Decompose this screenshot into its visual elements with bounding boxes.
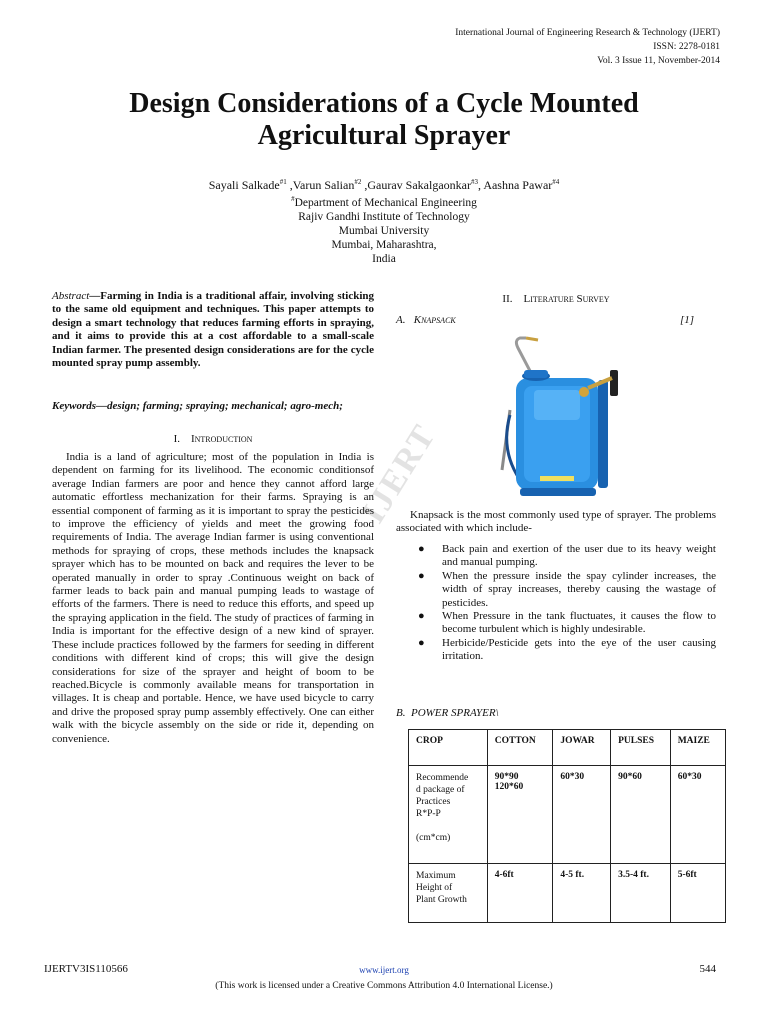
table-cell: 5-6ft <box>670 864 725 923</box>
label-line: Plant Growth <box>416 895 467 905</box>
table-cell: 90*60 <box>611 766 671 864</box>
table-cell: 60*30 <box>553 766 611 864</box>
paper-id: IJERTV3IS110566 <box>44 963 128 975</box>
author-list <box>40 175 728 192</box>
table-header-cell: MAIZE <box>670 730 725 766</box>
page-number: 544 <box>699 963 716 975</box>
list-item-text: When Pressure in the tank fluctuates, it causes the flow to become turbulent which is highly undesirable. <box>442 610 716 636</box>
list-item-text: When the pressure inside the spay cylinder increases, the width of spray increases, thereby causing the wastage of pesticides. <box>442 569 716 609</box>
list-item-text: Back pain and exertion of the user due to its heavy weight and manual pumping. <box>442 543 716 569</box>
abstract-text: Farming in India is a traditional affair, involving sticking to the same old equipment and techniques. This paper attempts to design a smart technology that reduces farming efforts in spraying, and it aims to provide this at a cost affordable to a small-scale Indian farmer. The presented design considerations are for the cycle mounted spray pump assembly. <box>52 290 374 370</box>
bullet-icon: ● <box>418 636 425 649</box>
list-item <box>396 610 716 637</box>
author-name: Sayali Salkade <box>208 178 280 192</box>
section-heading-introduction <box>52 433 374 445</box>
author-sep: , <box>286 178 293 192</box>
country: India <box>372 252 396 265</box>
table-cell <box>487 766 553 864</box>
author-sep: , <box>361 178 368 192</box>
table-row-label <box>409 766 488 864</box>
subsection-letter: B. <box>396 707 406 719</box>
issn: ISSN: 2278-0181 <box>653 42 720 52</box>
author-name: Aashna Pawar <box>483 178 553 192</box>
list-item <box>396 570 716 610</box>
bullet-icon: ● <box>418 569 425 582</box>
city: Mumbai, Maharashtra, <box>331 238 437 251</box>
list-item <box>396 543 716 570</box>
author-sup: #2 <box>354 178 362 186</box>
table-header-row <box>409 730 726 766</box>
table-cell: 4-6ft <box>487 864 553 923</box>
reference-marker: [1] <box>679 314 694 326</box>
table-header-cell: CROP <box>409 730 488 766</box>
table-header-cell: PULSES <box>611 730 671 766</box>
abstract <box>52 290 374 370</box>
section-title: Literature Survey <box>523 293 610 305</box>
journal-header <box>455 26 720 68</box>
affiliation <box>40 192 728 266</box>
table-row <box>409 766 726 864</box>
knapsack-sprayer-image <box>480 330 630 505</box>
bullet-icon: ● <box>418 610 425 623</box>
ijert-watermark: IJERT <box>354 417 444 530</box>
introduction-paragraph: India is a land of agriculture; most of the population in India is dependent on farming for its livelihood. The economic conditionsof average Indian farmers are poor and hence they cannot afford large automatic effortless mechanization for their farms. Spraying is an essential component of farming as it is important to spray the pesticides to improve the efficiency of yields and meet the growing food requirements of India. The average Indian farmer is using conventional methods for spraying of crops, these methods includes the knapsack sprayer which has to be mounted on back and requires the lever to be operated manually in order to spray .Continuous weight on back of farmer leads to back pain and manual pumping leads to wastage of efforts of the farmers. There is need to reduce this efforts, and speed up the spraying application in the field. The study of practices of farming in India is important for the effective design of a new kind of sprayer. These include practices followed by the farmers for seeding in different conditions with different kind of crops; this will give the design considerations for size of the sprayer and height of boom to be reached.Bicycle is commonly available means for transportation in villages. It is cheap and portable. Hence, we have used bicycle to carry and drive the proposed spray pump assembly effectively. One can either walk with the bicycle assembly on the side or ride it, depending on convenience. <box>52 451 374 745</box>
crop-practices-table <box>408 729 726 923</box>
label-line: Practices <box>416 797 451 807</box>
abstract-label: Abstract <box>52 290 90 302</box>
table-cell: 3.5-4 ft. <box>611 864 671 923</box>
abstract-dash: — <box>89 290 101 302</box>
paper-title <box>40 88 728 152</box>
label-line: R*P-P <box>416 809 441 819</box>
list-item-text: Herbicide/Pesticide gets into the eye of the user causing irritation. <box>442 636 716 663</box>
knapsack-paragraph: Knapsack is the most commonly used type of sprayer. The problems associated with which include- <box>396 509 716 535</box>
department: Department of Mechanical Engineering <box>294 196 477 209</box>
author-name: Gaurav Sakalgaonkar <box>367 178 471 192</box>
author-sep: , <box>477 178 484 192</box>
author-sup: #3 <box>470 178 478 186</box>
table-header-cell: JOWAR <box>553 730 611 766</box>
author-sup: #4 <box>552 178 560 186</box>
paper-title-line-2: Agricultural Sprayer <box>257 120 511 151</box>
author-name: Varun Salian <box>292 178 355 192</box>
label-line: Maximum <box>416 871 456 881</box>
table-cell: 60*30 <box>670 766 725 864</box>
label-spacer <box>416 820 480 832</box>
bullet-icon: ● <box>418 543 425 555</box>
cell-line: 120*60 <box>494 782 524 792</box>
table-row <box>409 864 726 923</box>
table-row-label <box>409 864 488 923</box>
subsection-letter: A. <box>396 314 406 326</box>
subsection-title: POWER SPRAYER\ <box>410 707 499 719</box>
author-sup: #1 <box>279 178 287 186</box>
section-title: Introduction <box>190 433 253 445</box>
table-header-cell: COTTON <box>487 730 553 766</box>
knapsack-sprayer-illustration <box>480 330 630 505</box>
section-number: I. <box>173 433 180 445</box>
paper-title-line-1: Design Considerations of a Cycle Mounted <box>129 88 639 119</box>
journal-url-link[interactable]: www.ijert.org <box>359 965 409 975</box>
subsection-power-sprayer <box>396 707 716 719</box>
journal-name: International Journal of Engineering Research & Technology (IJERT) <box>455 28 720 38</box>
section-number: II. <box>502 293 513 305</box>
subsection-title: Knapsack <box>413 314 456 326</box>
list-item <box>396 637 716 664</box>
label-line: d package of <box>416 785 465 795</box>
label-line: Height of <box>416 883 453 893</box>
section-heading-literature-survey <box>396 293 716 305</box>
cell-line: 90*90 <box>494 772 519 782</box>
affiliation-sup: # <box>291 195 295 203</box>
institute: Rajiv Gandhi Institute of Technology <box>298 210 470 223</box>
keywords: Keywords—design; farming; spraying; mechanical; agro-mech; <box>52 400 343 412</box>
label-line: Recommende <box>416 773 469 783</box>
subsection-knapsack <box>396 314 708 326</box>
table-cell: 4-5 ft. <box>553 864 611 923</box>
license-notice: (This work is licensed under a Creative Commons Attribution 4.0 International License.) <box>215 981 553 991</box>
problem-list <box>396 543 716 664</box>
university: Mumbai University <box>338 224 430 237</box>
label-line: (cm*cm) <box>416 833 451 843</box>
volume-issue: Vol. 3 Issue 11, November-2014 <box>597 56 720 66</box>
